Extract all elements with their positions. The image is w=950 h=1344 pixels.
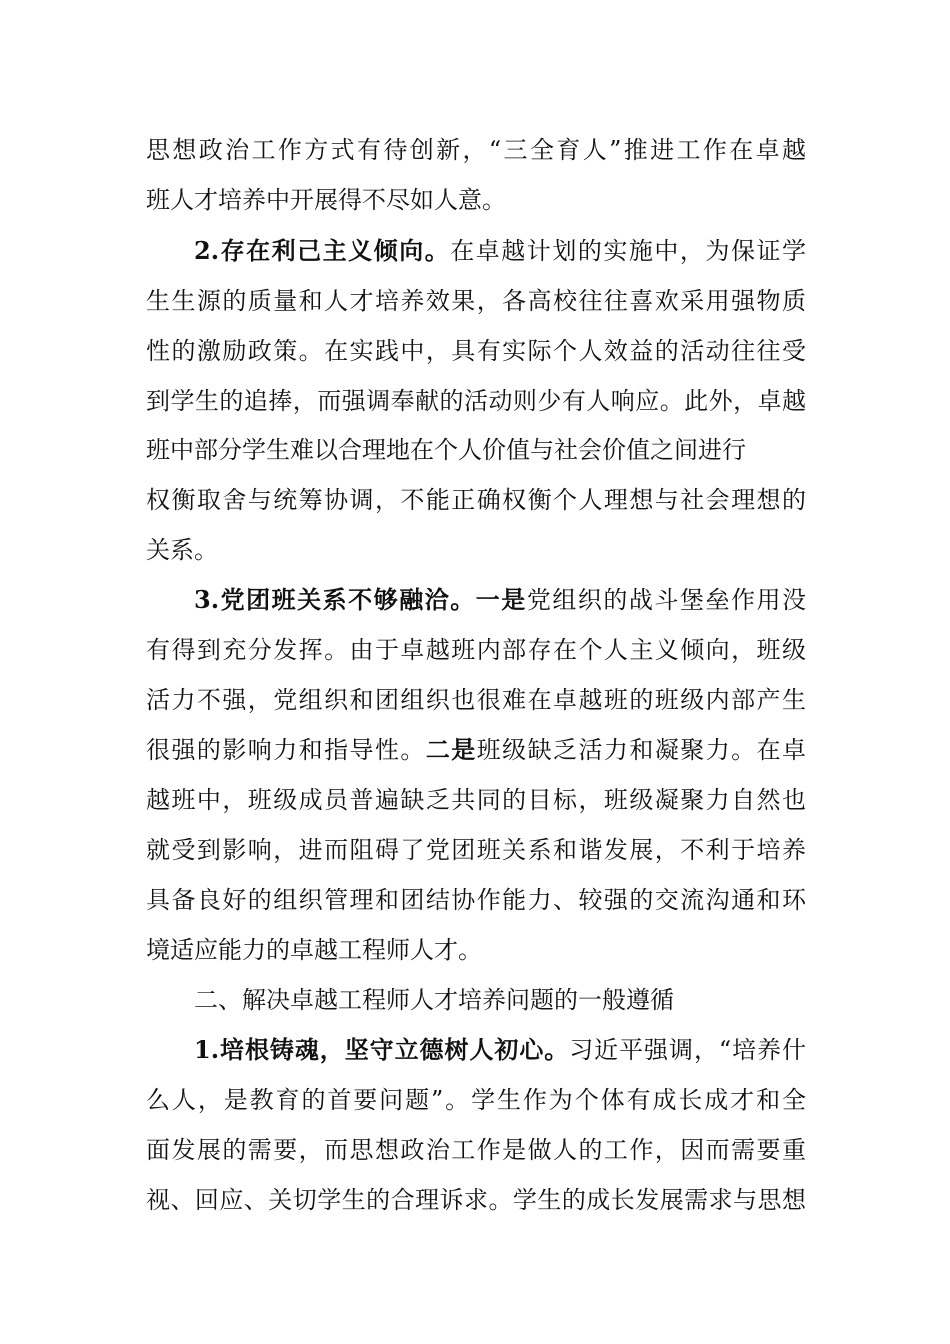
paragraph-heading: 3.党团班关系不够融洽。 [194, 585, 476, 614]
text-span: 在卓越计划的实施中，为保证学 [450, 237, 806, 265]
emphasis-label: 二是 [425, 735, 477, 764]
text-line: 么人，是教育的首要问题”。学生作为个体有成长成才和全 [146, 1086, 806, 1114]
text-line: 境适应能力的卓越工程师人才。 [146, 936, 482, 964]
emphasis-label: 一是 [475, 585, 527, 614]
section-heading: 二、解决卓越工程师人才培养问题的一般遵循 [194, 986, 674, 1014]
text-line: 生生源的质量和人才培养效果，各高校往往喜欢采用强物质 [146, 287, 806, 315]
text-line: 到学生的追捧，而强调奉献的活动则少有人响应。此外，卓越 [146, 387, 806, 415]
text-line: 面发展的需要，而思想政治工作是做人的工作，因而需要重 [146, 1136, 806, 1164]
text-line: 就受到影响，进而阻碍了党团班关系和谐发展，不利于培养 [146, 836, 806, 864]
paragraph-heading: 1.培根铸魂，坚守立德树人初心。 [194, 1035, 570, 1064]
paragraph-first-line [194, 226, 806, 276]
text-line [146, 725, 806, 775]
text-span: 班级缺乏活力和凝聚力。在卓 [476, 736, 807, 764]
paragraph-first-line [194, 1025, 806, 1075]
text-line: 有得到充分发挥。由于卓越班内部存在个人主义倾向，班级 [146, 636, 806, 664]
text-line: 性的激励政策。在实践中，具有实际个人效益的活动往往受 [146, 337, 806, 365]
text-line: 活力不强，党组织和团组织也很难在卓越班的班级内部产生 [146, 686, 806, 714]
text-span: 党组织的战斗堡垒作用没 [526, 586, 807, 614]
text-line: 班人才培养中开展得不尽如人意。 [146, 186, 506, 214]
text-line: 权衡取舍与统筹协调，不能正确权衡个人理想与社会理想的 [146, 486, 806, 514]
text-line: 班中部分学生难以合理地在个人价值与社会价值之间进行 [146, 436, 746, 464]
text-line: 具备良好的组织管理和团结协作能力、较强的交流沟通和环 [146, 886, 806, 914]
text-line: 关系。 [146, 536, 218, 564]
paragraph-heading: 2.存在利己主义倾向。 [194, 236, 451, 265]
text-span: 很强的影响力和指导性。 [146, 736, 426, 764]
text-line: 越班中，班级成员普遍缺乏共同的目标，班级凝聚力自然也 [146, 786, 806, 814]
paragraph-first-line [194, 575, 806, 625]
text-span: 习近平强调，“培养什 [569, 1036, 806, 1064]
text-line: 思想政治工作方式有待创新，“三全育人”推进工作在卓越 [146, 136, 806, 164]
text-line: 视、回应、关切学生的合理诉求。学生的成长发展需求与思想 [146, 1186, 806, 1214]
